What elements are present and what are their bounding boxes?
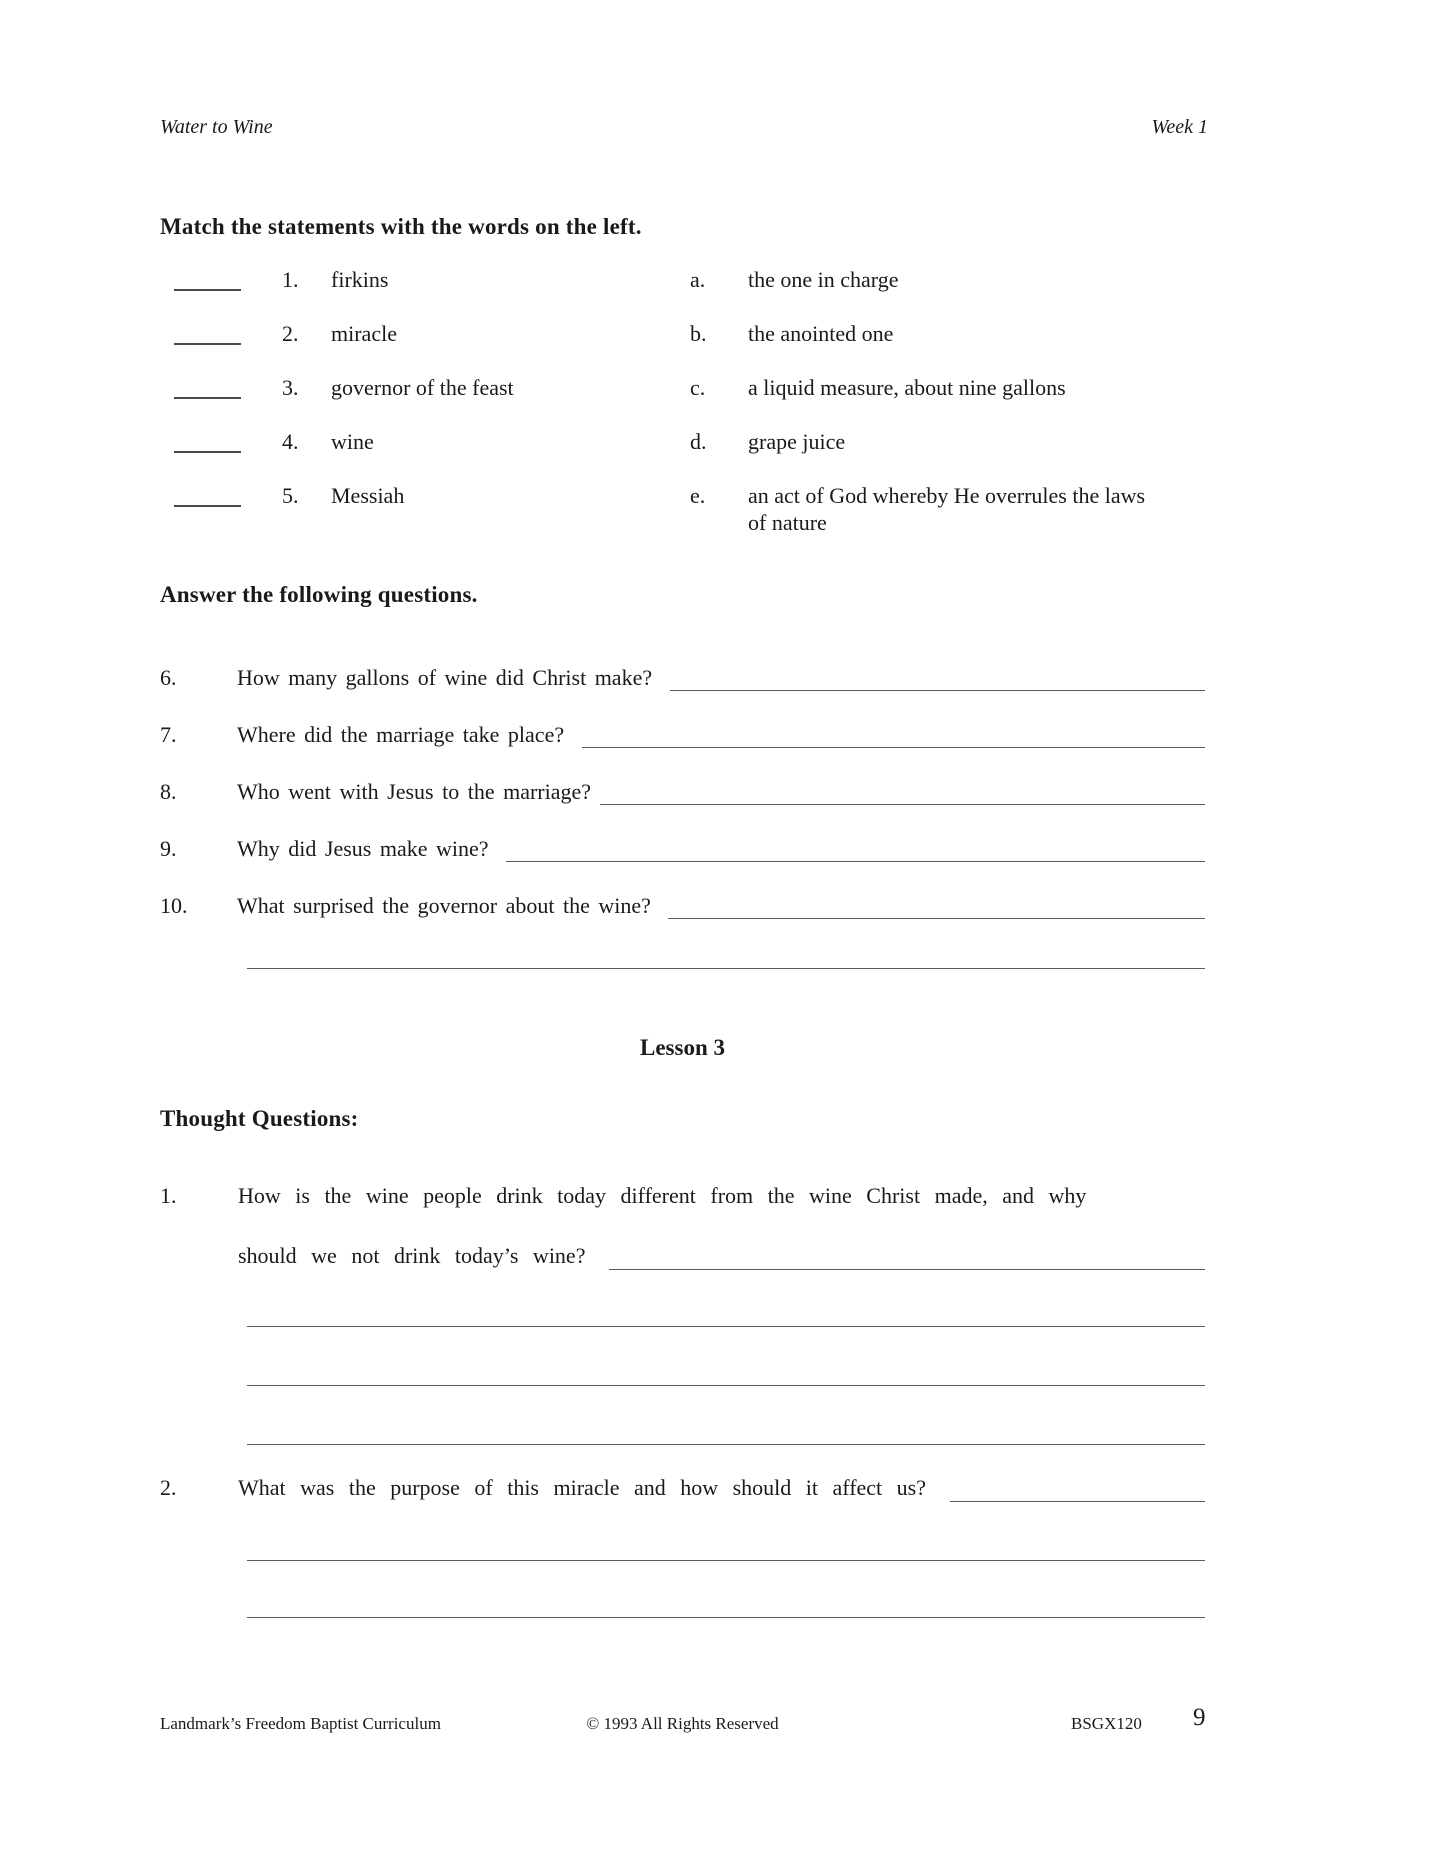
definition-letter: a. [690,267,706,292]
lesson-title: Lesson 3 [640,1035,725,1060]
definition-letter: e. [690,483,706,508]
match-row [160,374,1220,428]
match-answer-blank[interactable] [174,428,241,453]
match-number: 1. [282,267,299,292]
answer-line[interactable] [247,1444,1205,1445]
thought-question [160,1182,1205,1302]
answer-blank-line[interactable] [950,1474,1206,1502]
question-number: 8. [160,779,177,804]
question-text: Who went with Jesus to the marriage? [237,779,592,804]
definition-text: grape juice [748,429,846,454]
definition-letter: c. [690,375,706,400]
header-week: Week 1 [1151,116,1208,138]
question-number: 6. [160,665,177,690]
question-number: 10. [160,893,188,918]
page-number: 9 [1193,1704,1206,1731]
question-list [160,664,1205,949]
question-text: Where did the marriage take place? [237,722,573,747]
match-term: wine [331,429,374,454]
question-number: 9. [160,836,177,861]
definition-text: a liquid measure, about nine gallons [748,375,1066,400]
question-text: Why did Jesus make wine? [237,836,497,861]
header-title: Water to Wine [160,116,273,138]
question-number: 1. [160,1183,177,1208]
match-term: governor of the feast [331,375,514,400]
answer-line[interactable] [247,1617,1205,1618]
match-term: Messiah [331,483,405,508]
match-row [160,266,1220,320]
match-term: firkins [331,267,389,292]
question-text: How many gallons of wine did Christ make? [237,665,661,690]
match-number: 5. [282,483,299,508]
match-number: 2. [282,321,299,346]
match-answer-blank[interactable] [174,320,241,345]
footer-product-code: BSGX120 [1071,1714,1142,1733]
answer-blank-line[interactable] [600,778,1205,805]
match-row [160,320,1220,374]
question-text: should we not drink today’s wine? [238,1243,600,1268]
match-number: 4. [282,429,299,454]
answer-blank-line[interactable] [582,721,1205,748]
answer-line[interactable] [247,1326,1205,1327]
match-row [160,428,1220,482]
page-header [160,116,1208,139]
match-row [160,482,1220,536]
question-number: 2. [160,1475,177,1500]
question-row [160,835,1205,892]
question-row [160,892,1205,949]
answer-blank-line[interactable] [670,664,1205,691]
question-row [160,721,1205,778]
footer-copyright: © 1993 All Rights Reserved [586,1714,779,1733]
match-term: miracle [331,321,397,346]
question-number: 7. [160,722,177,747]
thought-question-line [160,1474,1205,1534]
definition-letter: d. [690,429,707,454]
thought-question-line [160,1242,1205,1302]
answer-line[interactable] [247,1560,1205,1561]
question-row [160,664,1205,721]
answer-blank-line[interactable] [668,892,1205,919]
question-text: How is the wine people drink today different from the wine Christ made, and why [238,1183,1087,1208]
footer-publisher: Landmark’s Freedom Baptist Curriculum [160,1714,441,1733]
match-answer-blank[interactable] [174,482,241,507]
answer-blank-line[interactable] [506,835,1205,862]
answer-blank-line[interactable] [609,1242,1205,1270]
thought-question [160,1474,1205,1534]
question-text: What was the purpose of this miracle and how should it affect us? [238,1475,941,1500]
matching-list [160,266,1220,536]
definition-letter: b. [690,321,707,346]
answer-line[interactable] [247,968,1205,969]
match-answer-blank[interactable] [174,266,241,291]
thought-question-line [160,1182,1205,1242]
question-text: What surprised the governor about the wine? [237,893,660,918]
definition-text: the one in charge [748,267,899,292]
matching-section-heading: Match the statements with the words on the left. [160,214,642,239]
definition-text: an act of God whereby He overrules the laws of nature [748,483,1146,535]
thought-questions-heading: Thought Questions: [160,1106,359,1131]
questions-section-heading: Answer the following questions. [160,582,478,607]
match-number: 3. [282,375,299,400]
question-row [160,778,1205,835]
match-answer-blank[interactable] [174,374,241,399]
definition-text: the anointed one [748,321,894,346]
answer-line[interactable] [247,1385,1205,1386]
